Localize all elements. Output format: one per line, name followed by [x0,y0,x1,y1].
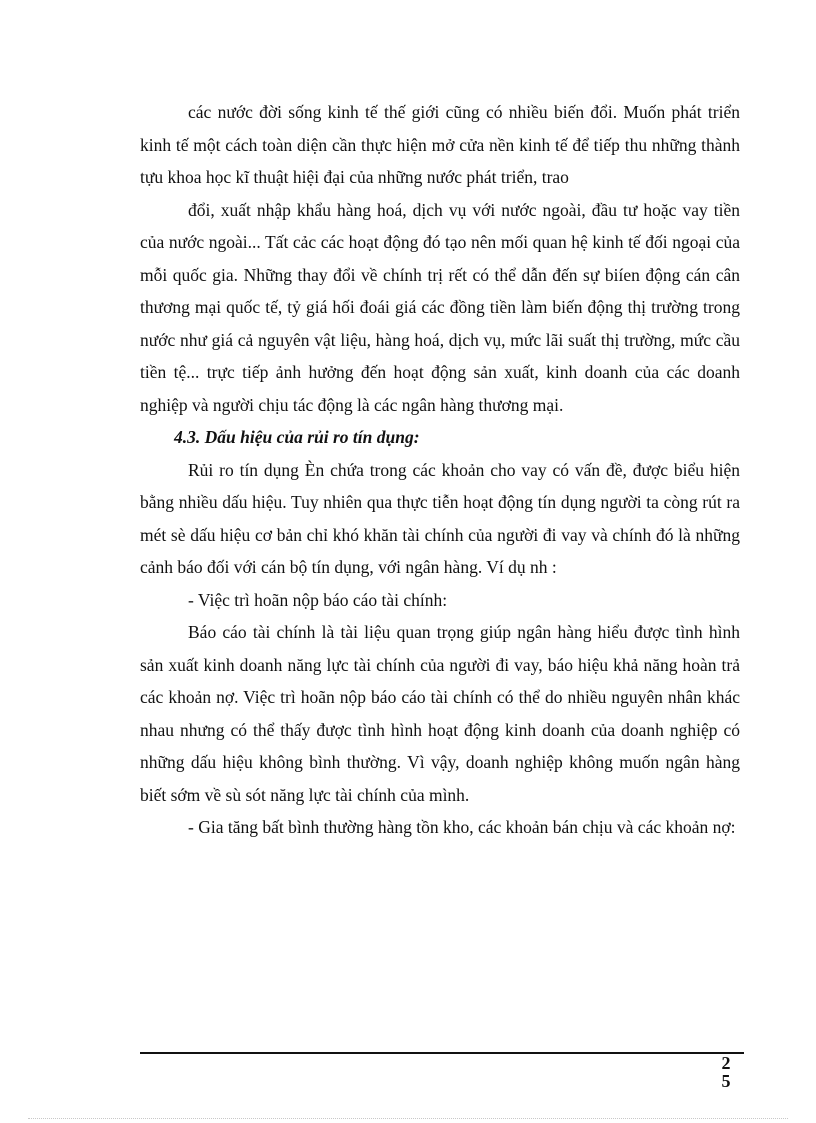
paragraph-6: - Gia tăng bất bình thường hàng tồn kho, các khoản bán chịu và các khoản nợ: [188,817,736,837]
page-number-digit-1: 2 [721,1053,731,1073]
document-body [140,96,740,844]
paragraph-1: các nước đời sống kinh tế thế giới cũng có nhiều biến đổi. Muốn phát triển kinh tế một cách toàn diện cần thực hiện mở cửa nền kinh tế để tiếp thu những thành tựu khoa học kĩ thuật hiệi đại của những nước phát triển, trao [140,102,740,187]
section-heading: 4.3. Dấu hiệu của rủi ro tín dụng: [174,427,420,447]
paragraph-5: Báo cáo tài chính là tài liệu quan trọng giúp ngân hàng hiểu được tình hình sản xuất kinh doanh năng lực tài chính của người đi vay, báo hiệu khả năng hoàn trả các khoản nợ. Việc trì hoãn nộp báo cáo tài chính có thể do nhiều nguyên nhân khác nhau nhưng có thể thấy được tình hình hoạt động kinh doanh của doanh nghiệp có những dấu hiệu không bình thường. Vì vậy, doanh nghiệp không muốn ngân hàng biết sớm về sù sót năng lực tài chính của mình. [140,622,740,805]
paragraph-3: Rủi ro tín dụng Èn chứa trong các khoản cho vay có vấn đề, được biểu hiện bằng nhiều dấu hiệu. Tuy nhiên qua thực tiễn hoạt động tín dụng người ta còng rút ra mét sè dấu hiệu cơ bản chỉ khó khăn tài chính của người đi vay và chính đó là những cảnh báo đối với cán bộ tín dụng, với ngân hàng. Ví dụ nh : [140,459,740,577]
page-number [714,1054,738,1090]
footer-divider [140,1052,744,1054]
page-number-digit-2: 5 [721,1071,731,1091]
paragraph-2: đổi, xuất nhập khẩu hàng hoá, dịch vụ với nước ngoài, đầu tư hoặc vay tiền của nước ngoài... Tất cảc các hoạt động đó tạo nên mối quan hệ kinh tế đối ngoại của mỗi quốc gia. Những thay đổi về chính trị rết có thể dẫn đến sự biíen động cán cân thương mại quốc tế, tỷ giá hối đoái giá các đồng tiền làm biến động thị trường trong nước như giá cả nguyên vật liệu, hàng hoá, dịch vụ, mức lãi suất thị trường, mức cầu tiền tệ... trực tiếp ảnh hưởng đến hoạt động sản xuất, kinh doanh của các doanh nghiệp và người chịu tác động là các ngân hàng thương mại. [140,199,740,415]
paragraph-4: - Việc trì hoãn nộp báo cáo tài chính: [188,589,448,610]
page-edge-divider [28,1118,788,1119]
